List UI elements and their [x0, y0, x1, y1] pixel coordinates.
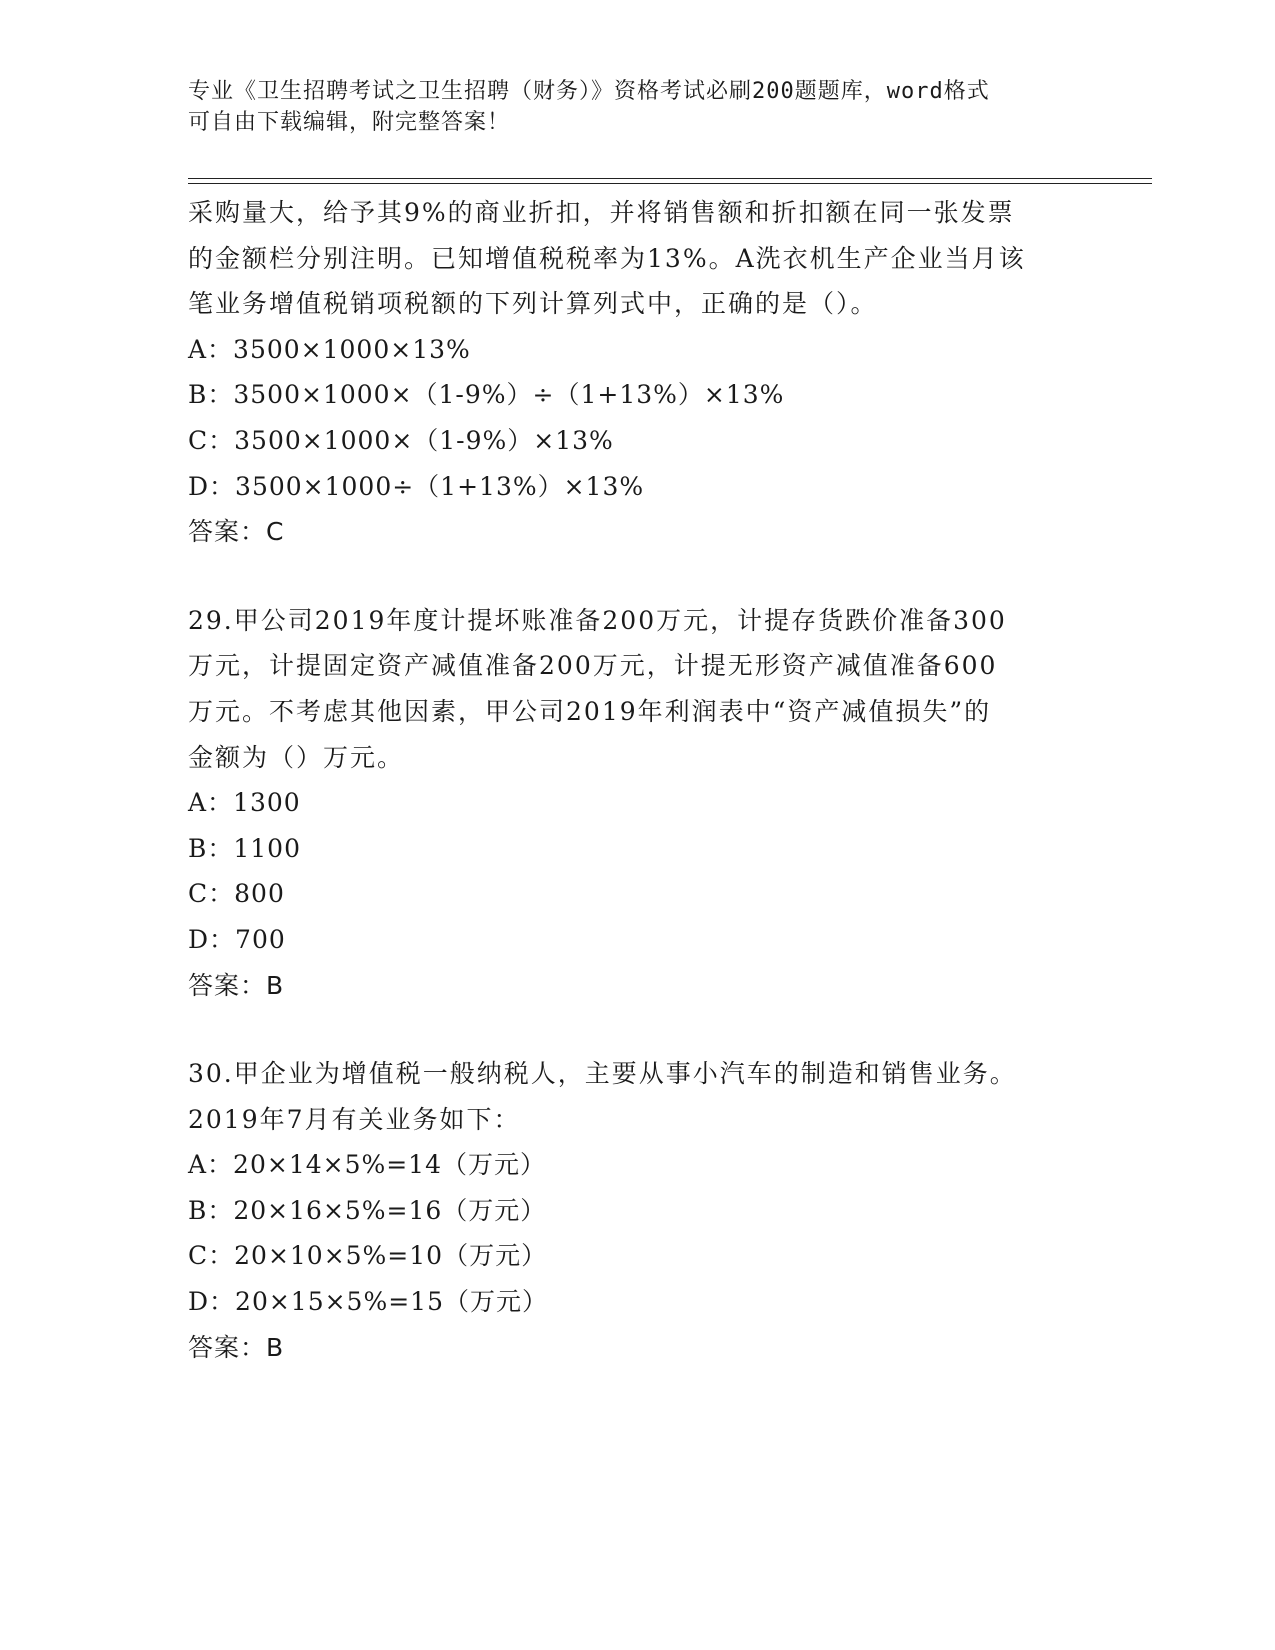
answer-line: 答案：B	[188, 970, 285, 1000]
document-body	[188, 190, 1148, 1370]
question-text-line: 的金额栏分别注明。已知增值税税率为13%。A洗衣机生产企业当月该	[188, 243, 1026, 273]
question-29	[188, 598, 1148, 1008]
option-b: B：20×16×5%=16（万元）	[188, 1195, 547, 1225]
header-line-2: 可自由下载编辑，附完整答案！	[188, 110, 511, 135]
option-d: D：3500×1000÷（1+13%）×13%	[188, 471, 645, 501]
question-28	[188, 190, 1148, 555]
spacer	[188, 1008, 1148, 1051]
option-b: B：3500×1000×（1-9%）÷（1+13%）×13%	[188, 380, 785, 410]
question-text-line: 30.甲企业为增值税一般纳税人，主要从事小汽车的制造和销售业务。	[188, 1059, 1017, 1089]
header-divider-bottom	[188, 183, 1152, 184]
option-c: C：800	[188, 879, 285, 909]
option-b: B：1100	[188, 833, 301, 863]
question-text-line: 笔业务增值税销项税额的下列计算列式中，正确的是（）。	[188, 289, 878, 319]
answer-line: 答案：C	[188, 517, 285, 547]
question-text-line: 金额为（）万元。	[188, 742, 405, 772]
question-30	[188, 1051, 1148, 1370]
question-text-line: 29.甲公司2019年度计提坏账准备200万元，计提存货跌价准备300	[188, 605, 1007, 635]
document-header	[188, 76, 1068, 138]
header-divider-top	[188, 178, 1152, 179]
option-a: A：1300	[188, 788, 301, 818]
option-d: D：700	[188, 924, 286, 954]
spacer	[188, 555, 1148, 598]
question-text-line: 万元。不考虑其他因素，甲公司2019年利润表中“资产减值损失”的	[188, 696, 992, 726]
option-c: C：3500×1000×（1-9%）×13%	[188, 425, 614, 455]
header-line-1: 专业《卫生招聘考试之卫生招聘（财务）》资格考试必刷200题题库，word格式	[188, 79, 990, 104]
question-text-line: 2019年7月有关业务如下：	[188, 1104, 521, 1134]
option-a: A：20×14×5%=14（万元）	[188, 1150, 546, 1180]
option-c: C：20×10×5%=10（万元）	[188, 1241, 548, 1271]
option-a: A：3500×1000×13%	[188, 334, 471, 364]
option-d: D：20×15×5%=15（万元）	[188, 1287, 548, 1317]
question-text-line: 采购量大，给予其9%的商业折扣，并将销售额和折扣额在同一张发票	[188, 198, 1015, 227]
answer-line: 答案：B	[188, 1332, 285, 1362]
question-text-line: 万元，计提固定资产减值准备200万元，计提无形资产减值准备600	[188, 651, 998, 681]
